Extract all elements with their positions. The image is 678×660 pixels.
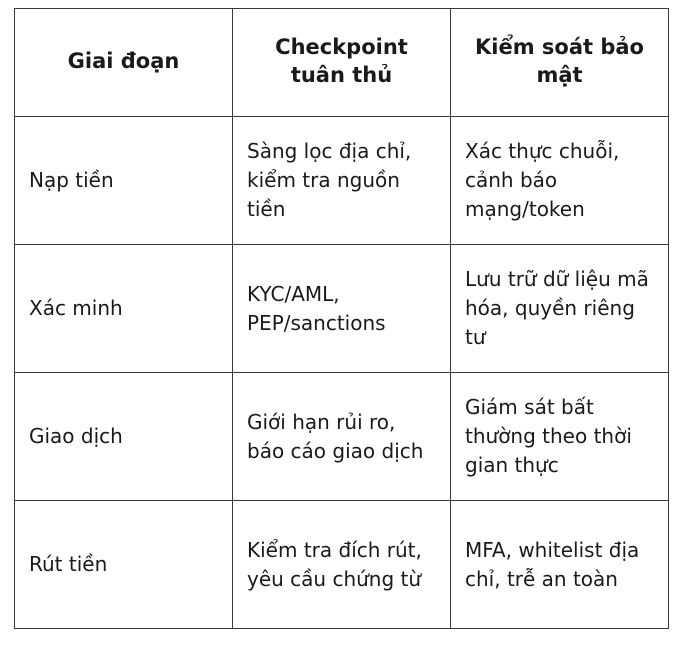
table-body — [15, 117, 669, 629]
cell-compliance: KYC/AML, PEP/sanctions — [233, 245, 451, 373]
cell-stage: Xác minh — [15, 245, 233, 373]
column-header-stage: Giai đoạn — [15, 9, 233, 117]
column-header-security-control: Kiểm soát bảo mật — [451, 9, 669, 117]
table-row — [15, 501, 669, 629]
cell-security: Lưu trữ dữ liệu mã hóa, quyền riêng tư — [451, 245, 669, 373]
table-row — [15, 117, 669, 245]
cell-stage: Nạp tiền — [15, 117, 233, 245]
table-row — [15, 245, 669, 373]
compliance-security-table — [14, 8, 669, 629]
cell-compliance: Giới hạn rủi ro, báo cáo giao dịch — [233, 373, 451, 501]
table-row — [15, 373, 669, 501]
cell-security: Giám sát bất thường theo thời gian thực — [451, 373, 669, 501]
cell-stage: Rút tiền — [15, 501, 233, 629]
column-header-compliance-checkpoint: Checkpoint tuân thủ — [233, 9, 451, 117]
table-header — [15, 9, 669, 117]
cell-compliance: Sàng lọc địa chỉ, kiểm tra nguồn tiền — [233, 117, 451, 245]
cell-stage: Giao dịch — [15, 373, 233, 501]
cell-compliance: Kiểm tra đích rút, yêu cầu chứng từ — [233, 501, 451, 629]
table-header-row — [15, 9, 669, 117]
cell-security: MFA, whitelist địa chỉ, trễ an toàn — [451, 501, 669, 629]
cell-security: Xác thực chuỗi, cảnh báo mạng/token — [451, 117, 669, 245]
